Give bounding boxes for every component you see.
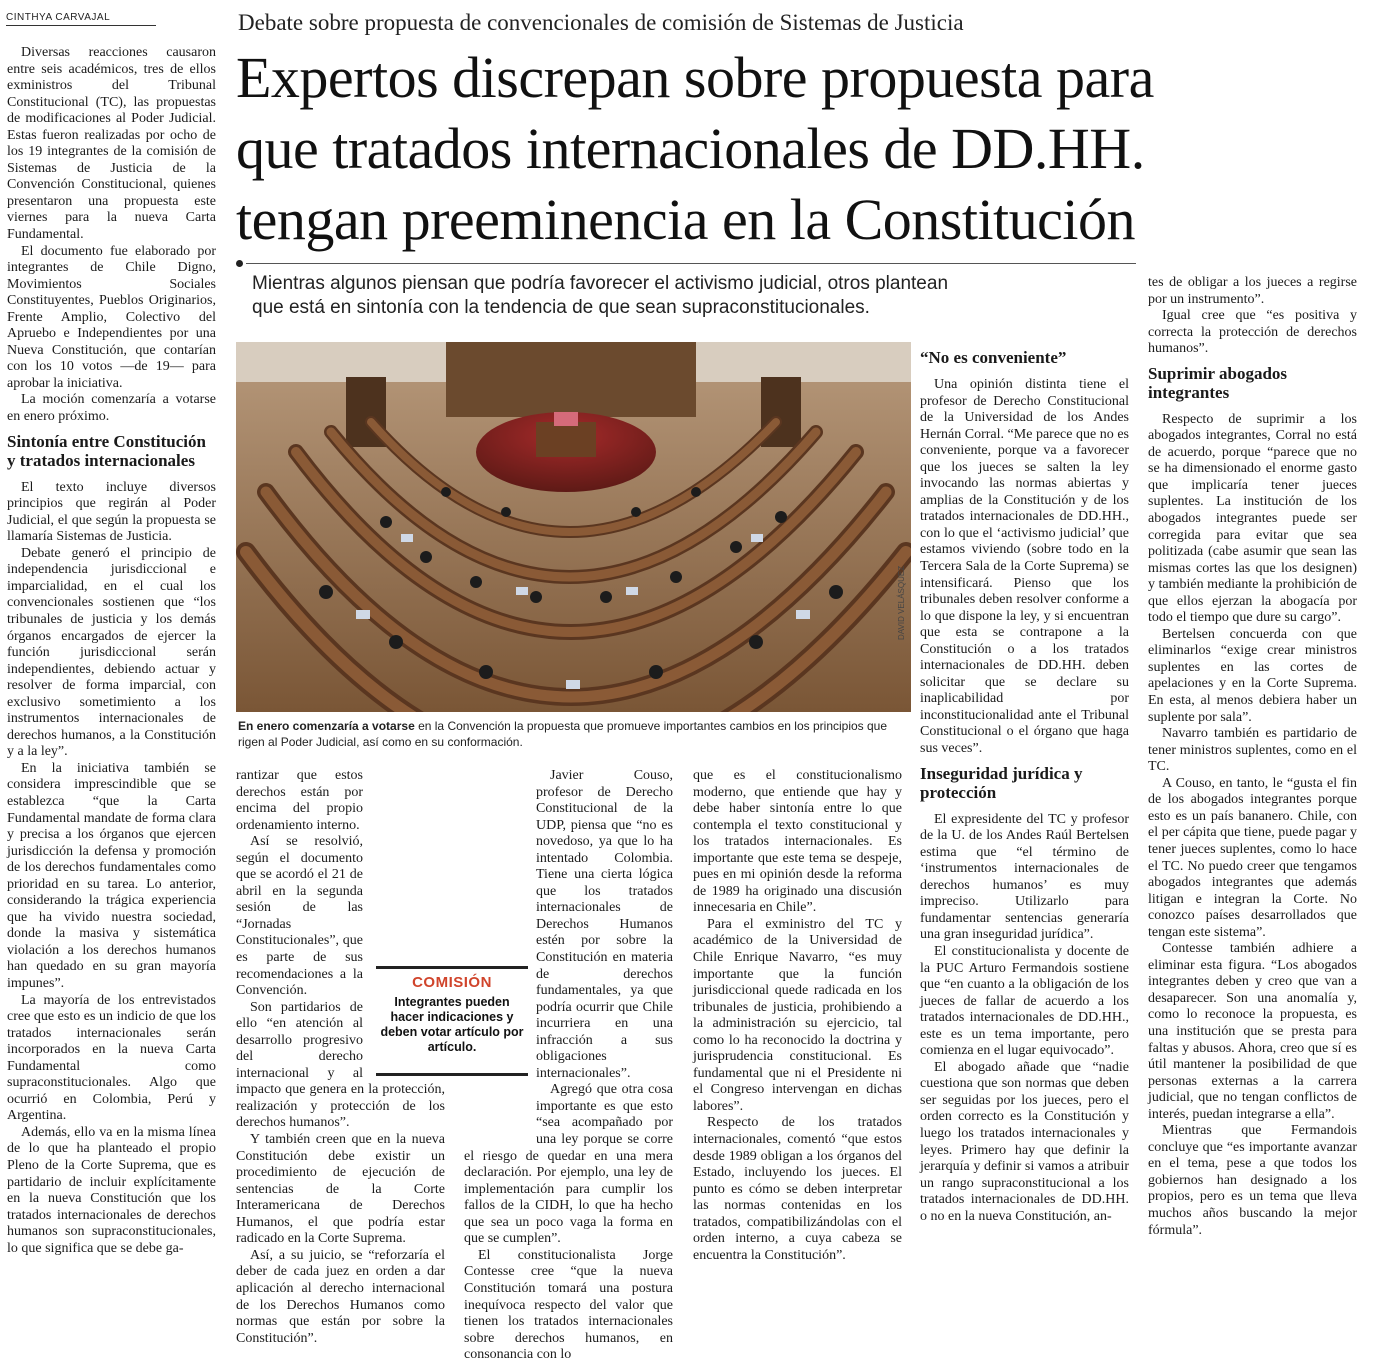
paragraph: Son partidarios de ello “en atención al desarrollo progresivo del derecho internacional y al impacto que genera en la protección, realización y protección de los derechos humanos”. — [236, 999, 445, 1131]
paragraph: Para el exministro del TC y académico de la Universidad de Chile Enrique Navarro, “es muy importante que la función jurisdiccional quede radicada en los tribunales de justicia, prohibiendo a la administración su ejercicio, tal como lo ha reconocido la doctrina y jurisprudencia constitucional. Es fundamental que ni el Presidente ni el Congreso intervengan en dichas labores”. — [693, 916, 902, 1114]
section-heading: Sintonía entre Constitución y tratados internacionales — [7, 431, 206, 470]
divider — [246, 263, 1136, 264]
section-heading: Suprimir abogados integrantes — [1148, 363, 1288, 402]
section-heading: “No es conveniente” — [920, 348, 1067, 367]
bullet-dot — [236, 260, 243, 267]
paragraph: La mayoría de los entrevistados cree que esto es un indicio de que los tratados internacionales serán incorporados en la nueva Carta Fundamental como supraconstitucionales. Algo que ocurrió en Colombia, Perú y Argentina. — [7, 992, 216, 1124]
paragraph: El constitucionalista y docente de la PUC Arturo Fermandois sostiene que “en cuanto a la obligación de los jueces de fallar de acuerdo a los tratados internacionales de DD.HH., este es un tema importante, pero comienza en el lugar equivocado”. — [920, 943, 1129, 1059]
paragraph: Bertelsen concuerda con que eliminarlos “exige crear ministros suplentes en las cortes de apelaciones y en la Corte Suprema. En esta, al menos debiera haber un suplente por sala”. — [1148, 626, 1357, 725]
column-6 — [1148, 275, 1357, 1239]
paragraph: Una opinión distinta tiene el profesor de Derecho Constitucional de la Universidad de los Andes Hernán Corral. “Me parece que no es conveniente, porque va a favorecer que los jueces se salten la ley invocando las normas abiertas y amplias de la Constitución y de los tratados internacionales de DD.HH., con lo que el ‘activismo judicial’ que estamos viviendo (sobre todo en la Tercera Sala de la Corte Suprema) se intensificará. Pienso que los tribunales deben resolver conforme a lo que dispone la ley, y si encuentran que esta se contrapone a la Constitución o a los tratados internacionales de DD.HH. deben solicitar que se declare su inaplicabilidad por inconstitucionalidad ante el Tribunal Constitucional o el órgano que haga sus veces”. — [920, 377, 1129, 757]
paragraph: El constitucionalista Jorge Contesse cree “que la nueva Constitución tomará una postura inequívoca respecto del valor que tienen los tratados internacionales sobre derechos humanos, en consonancia con lo — [464, 1247, 673, 1363]
photo-convention-hall — [236, 342, 911, 712]
column-4 — [693, 768, 902, 1264]
paragraph: Navarro también es partidario de tener ministros suplentes, como en el TC. — [1148, 726, 1357, 775]
photo-caption — [238, 718, 910, 750]
caption-lead: En enero comenzaría a votarse — [238, 719, 415, 733]
byline: CINTHYA CARVAJAL — [6, 12, 156, 26]
overline: Debate sobre propuesta de convencionales de comisión de Sistemas de Justicia — [238, 10, 964, 35]
comision-box — [376, 974, 528, 1055]
deck — [252, 272, 1132, 320]
photo-credit: DAVID VELÁSQUEZ — [897, 565, 906, 640]
headline-line: Expertos discrepan sobre propuesta para — [236, 45, 1154, 110]
box-rule-top — [376, 966, 528, 969]
box-body: Integrantes pueden hacer indicaciones y deben votar artículo por artículo. — [380, 995, 524, 1054]
paragraph: que es el constitucionalismo moderno, que entiende que hay y debe haber sintonía entre lo que contempla el texto constitucional y los tratados internacionales. Es importante que este tema se despeje, pues en mi opinión desde la reforma de 1989 ha originado una discusión innecesaria en Chile”. — [693, 768, 902, 916]
paragraph: Igual cree que “es positiva y correcta la protección de derechos humanos”. — [1148, 308, 1357, 357]
paragraph: El documento fue elaborado por integrantes de Chile Digno, Movimientos Sociales Constituyentes, Pueblos Originarios, Frente Amplio, Colectivo del Apruebo e Independientes por una Nueva Constitución, que contarían con los 10 votos —de 19— para aprobar la iniciativa. — [7, 243, 216, 391]
paragraph: Agregó que otra cosa importante es que esto “sea acompañado por una ley porque se corre el riesgo de quedar en una mera declaración. Por ejemplo, una ley de implementación para cumplir los fallos de la CIDH, lo que ha hecho que sea un poco vaga la forma en que se cumplen”. — [464, 1082, 673, 1247]
paragraph: La moción comenzaría a votarse en enero próximo. — [7, 392, 216, 425]
section-heading: Inseguridad jurídica y protección — [920, 763, 1083, 802]
column-5 — [920, 342, 1129, 1225]
paragraph: Y también creen que en la nueva Constitución debe existir un procedimiento de ejecución de sentencias de la Corte Interamericana de Derechos Humanos, el que podría estar radicado en la Corte Suprema. — [236, 1132, 445, 1247]
column-1 — [7, 45, 216, 1257]
paragraph: Así, a su juicio, se “reforzaría el deber de cada juez en orden a dar aplicación al derecho internacional de los Derechos Humanos como normas que están por sobre la Constitución”. — [236, 1247, 445, 1346]
paragraph: rantizar que estos derechos están por encima del propio ordenamiento interno. — [236, 768, 363, 833]
paragraph: Además, ello va en la misma línea de lo que ha planteado el propio Pleno de la Corte Suprema, que es partidario de incluir explícitamente en la nueva Constitución que los tratados internacionales de derechos humanos son supraconstitucionales, lo que significa que se debe ga- — [7, 1124, 216, 1256]
paragraph: El abogado añade que “nadie cuestiona que son normas que deben ser seguidas por los jueces, pero el orden correcto es la Constitución y luego los tratados internacionales y leyes. Primero hay que definir la jerarquía y definir si vamos a atribuir un rango supraconstitucional a los tratados internacionales de DD.HH. o no en la nueva Constitución, an- — [920, 1059, 1129, 1224]
headline — [236, 42, 1386, 255]
paragraph: Debate generó el principio de independencia jurisdiccional e imparcialidad, en el cual los convencionales sostienen que “los tribunales de justicia y los demás órganos encargados de ejercer la función jurisdiccional serán independientes, debiendo actuar y resolver de forma imparcial, con exclusivo sometimiento a los instrumentos internacionales de derechos humanos, a la Constitución y a la ley”. — [7, 545, 216, 760]
paragraph: Respecto de los tratados internacionales, comentó “que estos desde 1989 obligan a los órganos del Estado, incluyendo los jueces. El punto es cómo se deben interpretar las normas contenidas en los tratados, compatibilizándolas con el orden interno, a cuya cabeza se encuentra la Constitución”. — [693, 1115, 902, 1263]
paragraph: En la iniciativa también se considera imprescindible que se establezca “que la Carta Fundamental mandate de forma clara y precisa a los órganos que ejercen jurisdicción la defensa y promoción de los derechos fundamentales como prioridad en su tarea. Lo anterior, considerando la trágica experiencia que ha vivido nuestra sociedad, donde la masiva y sistemática violación a los derechos humanos han quedado en su gran mayoría impunes”. — [7, 760, 216, 991]
paragraph: Contesse también adhiere a eliminar esta figura. “Los abogados integrantes deben y creo que van a desaparecer. Son una anomalía y, como lo reconoce la propuesta, es una institución que se presta para faltas y abusos. Ahora, creo que sí es útil mantener la posibilidad de que personas externas a la carrera judicial, que no tengan conflictos de interés, puedan integrarse a ella”. — [1148, 941, 1357, 1122]
caption-text: en la Convención la propuesta que promueve importantes cambios en los principios que rigen al Poder Judicial, así como en su conformación. — [238, 719, 888, 749]
paragraph: Así se resolvió, según el documento que se acordó el 21 de abril en la segunda sesión de las “Jornadas Constitucionales”, que es parte de sus recomendaciones a la Convención. — [236, 834, 363, 999]
column-3 — [464, 768, 673, 1364]
paragraph: El texto incluye diversos principios que regirán al Poder Judicial, el que según la propuesta se llamaría Sistemas de Justicia. — [7, 479, 216, 545]
deck-line: Mientras algunos piensan que podría favorecer el activismo judicial, otros plantean — [252, 273, 949, 294]
paragraph: tes de obligar a los jueces a regirse por un instrumento”. — [1148, 275, 1357, 307]
headline-line: tengan preeminencia en la Constitución — [236, 187, 1136, 252]
deck-line: que está en sintonía con la tendencia de que sean supraconstitucionales. — [252, 297, 870, 318]
paragraph: Respecto de suprimir a los abogados integrantes, Corral no está de acuerdo, porque “parece que no se ha dimensionado el enorme gasto que implicaría tener jueces suplentes. La institución de los abogados integrantes puede ser corregida para evitar que sea politizada (cabe asumir que sean las mismas cortes las que los designen) y también mediante la prohibición de que ellos ejerzan la abogacía por todo el tiempo que dure su cargo”. — [1148, 411, 1357, 626]
paragraph: El expresidente del TC y profesor de la U. de los Andes Raúl Bertelsen estima que “el término de ‘instrumentos internacionales de derechos humanos’ es muy impreciso. Utilizarlo para fundamentar sentencias generaría una gran inseguridad jurídica”. — [920, 811, 1129, 943]
paragraph: Javier Couso, profesor de Derecho Constitucional de la UDP, piensa que “no es novedoso, ya que lo ha intentado Colombia. Tiene una cierta lógica que los tratados internacionales de Derechos Humanos estén por sobre la Constitución en materia de derechos fundamentales, ya que podría ocurrir que Chile incurriera en una infracción a sus obligaciones internacionales”. — [536, 768, 673, 1081]
headline-line: que tratados internacionales de DD.HH. — [236, 116, 1145, 181]
column-2 — [236, 768, 445, 1347]
box-rule-bottom — [376, 1073, 528, 1076]
paragraph: A Couso, en tanto, le “gusta el fin de los abogados integrantes porque esto es un país bananero. Chile, con el per cápita que tiene, puede pagar y tener jueces suplentes, como lo hace el TC. No puedo creer que tengamos abogados integrantes que además litigan e integran la Corte. No conozco países desarrollados que tengan este sistema”. — [1148, 775, 1357, 940]
paragraph: Mientras que Fermandois concluye que “es importante avanzar en el tema, pese a que todos los gobiernos han designado a los propios, pero es un tema que lleva muchos años buscando la mejor fórmula”. — [1148, 1123, 1357, 1238]
hemicycle-illustration — [236, 342, 911, 712]
paragraph: Diversas reacciones causaron entre seis académicos, tres de ellos exministros del Tribunal Constitucional (TC), las propuestas de modificaciones al Poder Judicial. Estas fueron realizadas por ocho de los 19 integrantes de la comisión de Sistemas de Justicia de la Convención Constitucional, quienes presentaron una propuesta este viernes para la nueva Carta Fundamental. — [7, 45, 216, 243]
box-title: COMISIÓN — [412, 974, 492, 991]
